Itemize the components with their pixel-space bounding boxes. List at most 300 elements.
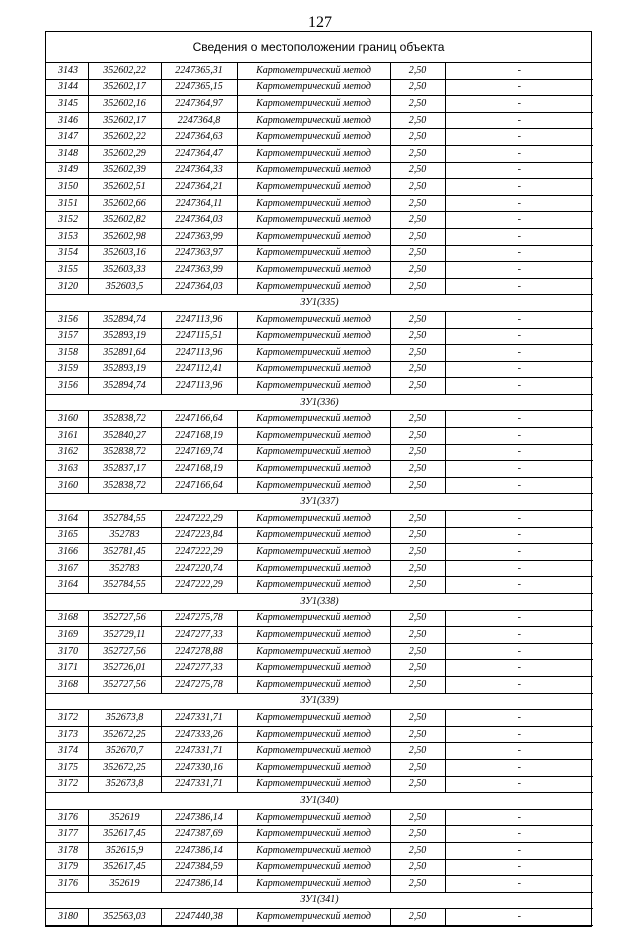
point-number-cell: 3170 [46,643,88,660]
accuracy-cell: 2,50 [390,145,445,162]
method-cell: Картометрический метод [237,776,390,793]
table-row [46,876,593,893]
x-coordinate-cell: 352783 [88,560,161,577]
x-coordinate-cell: 352602,17 [88,79,161,96]
parcel-group-label: ЗУ1(340) [46,793,593,810]
point-number-cell: 3148 [46,145,88,162]
table-row [46,228,593,245]
group-header-row [46,494,593,511]
group-header-row [46,295,593,312]
method-cell: Картометрический метод [237,378,390,395]
x-coordinate-cell: 352602,29 [88,145,161,162]
accuracy-cell: 2,50 [390,743,445,760]
accuracy-cell: 2,50 [390,129,445,146]
note-cell: - [445,660,593,677]
x-coordinate-cell: 352673,8 [88,710,161,727]
y-coordinate-cell: 2247113,96 [161,378,237,395]
note-cell: - [445,776,593,793]
y-coordinate-cell: 2247168,19 [161,428,237,445]
y-coordinate-cell: 2247364,63 [161,129,237,146]
note-cell: - [445,809,593,826]
x-coordinate-cell: 352602,51 [88,179,161,196]
table-row [46,511,593,528]
y-coordinate-cell: 2247386,14 [161,842,237,859]
accuracy-cell: 2,50 [390,610,445,627]
accuracy-cell: 2,50 [390,826,445,843]
point-number-cell: 3172 [46,710,88,727]
coordinates-table [46,63,593,926]
point-number-cell: 3180 [46,909,88,926]
method-cell: Картометрический метод [237,162,390,179]
table-row [46,842,593,859]
table-row [46,809,593,826]
accuracy-cell: 2,50 [390,842,445,859]
table-row [46,129,593,146]
accuracy-cell: 2,50 [390,328,445,345]
point-number-cell: 3166 [46,544,88,561]
note-cell: - [445,179,593,196]
point-number-cell: 3174 [46,743,88,760]
method-cell: Картометрический метод [237,328,390,345]
y-coordinate-cell: 2247222,29 [161,511,237,528]
table-row [46,345,593,362]
y-coordinate-cell: 2247112,41 [161,361,237,378]
method-cell: Картометрический метод [237,610,390,627]
table-row [46,212,593,229]
method-cell: Картометрический метод [237,361,390,378]
point-number-cell: 3158 [46,345,88,362]
y-coordinate-cell: 2247113,96 [161,311,237,328]
parcel-group-label: ЗУ1(339) [46,693,593,710]
point-number-cell: 3171 [46,660,88,677]
point-number-cell: 3160 [46,411,88,428]
table-row [46,544,593,561]
method-cell: Картометрический метод [237,876,390,893]
method-cell: Картометрический метод [237,627,390,644]
method-cell: Картометрический метод [237,461,390,478]
point-number-cell: 3163 [46,461,88,478]
method-cell: Картометрический метод [237,643,390,660]
point-number-cell: 3155 [46,262,88,279]
note-cell: - [445,145,593,162]
point-number-cell: 3146 [46,112,88,129]
accuracy-cell: 2,50 [390,660,445,677]
table-row [46,63,593,79]
note-cell: - [445,311,593,328]
note-cell: - [445,743,593,760]
x-coordinate-cell: 352602,39 [88,162,161,179]
accuracy-cell: 2,50 [390,361,445,378]
method-cell: Картометрический метод [237,759,390,776]
note-cell: - [445,378,593,395]
point-number-cell: 3147 [46,129,88,146]
point-number-cell: 3162 [46,444,88,461]
method-cell: Картометрический метод [237,63,390,79]
point-number-cell: 3152 [46,212,88,229]
point-number-cell: 3176 [46,809,88,826]
x-coordinate-cell: 352603,5 [88,278,161,295]
accuracy-cell: 2,50 [390,776,445,793]
note-cell: - [445,511,593,528]
point-number-cell: 3161 [46,428,88,445]
y-coordinate-cell: 2247220,74 [161,560,237,577]
y-coordinate-cell: 2247275,78 [161,610,237,627]
x-coordinate-cell: 352838,72 [88,477,161,494]
accuracy-cell: 2,50 [390,378,445,395]
note-cell: - [445,195,593,212]
note-cell: - [445,444,593,461]
note-cell: - [445,726,593,743]
table-row [46,859,593,876]
table-row [46,909,593,926]
method-cell: Картометрический метод [237,577,390,594]
note-cell: - [445,63,593,79]
point-number-cell: 3175 [46,759,88,776]
accuracy-cell: 2,50 [390,444,445,461]
y-coordinate-cell: 2247364,11 [161,195,237,212]
x-coordinate-cell: 352783 [88,527,161,544]
point-number-cell: 3179 [46,859,88,876]
accuracy-cell: 2,50 [390,759,445,776]
method-cell: Картометрический метод [237,345,390,362]
method-cell: Картометрический метод [237,859,390,876]
table-row [46,262,593,279]
accuracy-cell: 2,50 [390,212,445,229]
y-coordinate-cell: 2247363,97 [161,245,237,262]
x-coordinate-cell: 352729,11 [88,627,161,644]
table-row [46,776,593,793]
y-coordinate-cell: 2247333,26 [161,726,237,743]
point-number-cell: 3172 [46,776,88,793]
x-coordinate-cell: 352784,55 [88,511,161,528]
x-coordinate-cell: 352619 [88,876,161,893]
point-number-cell: 3164 [46,511,88,528]
table-row [46,112,593,129]
accuracy-cell: 2,50 [390,560,445,577]
note-cell: - [445,79,593,96]
note-cell: - [445,361,593,378]
method-cell: Картометрический метод [237,544,390,561]
method-cell: Картометрический метод [237,477,390,494]
table-row [46,577,593,594]
note-cell: - [445,544,593,561]
y-coordinate-cell: 2247365,15 [161,79,237,96]
x-coordinate-cell: 352617,45 [88,859,161,876]
method-cell: Картометрический метод [237,411,390,428]
x-coordinate-cell: 352615,9 [88,842,161,859]
y-coordinate-cell: 2247386,14 [161,809,237,826]
point-number-cell: 3168 [46,610,88,627]
note-cell: - [445,676,593,693]
group-header-row [46,594,593,611]
note-cell: - [445,560,593,577]
x-coordinate-cell: 352619 [88,809,161,826]
point-number-cell: 3156 [46,311,88,328]
y-coordinate-cell: 2247113,96 [161,345,237,362]
point-number-cell: 3154 [46,245,88,262]
table-row [46,96,593,113]
note-cell: - [445,129,593,146]
y-coordinate-cell: 2247365,31 [161,63,237,79]
accuracy-cell: 2,50 [390,710,445,727]
note-cell: - [445,411,593,428]
method-cell: Картометрический метод [237,726,390,743]
parcel-group-label: ЗУ1(335) [46,295,593,312]
point-number-cell: 3164 [46,577,88,594]
table-row [46,145,593,162]
x-coordinate-cell: 352726,01 [88,660,161,677]
y-coordinate-cell: 2247331,71 [161,743,237,760]
method-cell: Картометрический метод [237,527,390,544]
note-cell: - [445,328,593,345]
table-row [46,610,593,627]
y-coordinate-cell: 2247277,33 [161,660,237,677]
note-cell: - [445,345,593,362]
x-coordinate-cell: 352673,8 [88,776,161,793]
y-coordinate-cell: 2247330,16 [161,759,237,776]
point-number-cell: 3165 [46,527,88,544]
y-coordinate-cell: 2247364,21 [161,179,237,196]
method-cell: Картометрический метод [237,228,390,245]
accuracy-cell: 2,50 [390,63,445,79]
accuracy-cell: 2,50 [390,162,445,179]
method-cell: Картометрический метод [237,145,390,162]
y-coordinate-cell: 2247223,84 [161,527,237,544]
table-row [46,527,593,544]
point-number-cell: 3144 [46,79,88,96]
point-number-cell: 3159 [46,361,88,378]
boundary-sheet [45,31,592,927]
x-coordinate-cell: 352894,74 [88,311,161,328]
note-cell: - [445,710,593,727]
x-coordinate-cell: 352602,66 [88,195,161,212]
y-coordinate-cell: 2247222,29 [161,577,237,594]
note-cell: - [445,909,593,926]
point-number-cell: 3167 [46,560,88,577]
note-cell: - [445,461,593,478]
accuracy-cell: 2,50 [390,428,445,445]
accuracy-cell: 2,50 [390,511,445,528]
accuracy-cell: 2,50 [390,195,445,212]
table-row [46,411,593,428]
x-coordinate-cell: 352602,82 [88,212,161,229]
method-cell: Картометрический метод [237,245,390,262]
x-coordinate-cell: 352894,74 [88,378,161,395]
y-coordinate-cell: 2247387,69 [161,826,237,843]
method-cell: Картометрический метод [237,511,390,528]
table-row [46,477,593,494]
table-row [46,643,593,660]
y-coordinate-cell: 2247277,33 [161,627,237,644]
y-coordinate-cell: 2247364,03 [161,212,237,229]
accuracy-cell: 2,50 [390,726,445,743]
coordinates-table-body [46,63,593,925]
y-coordinate-cell: 2247166,64 [161,411,237,428]
accuracy-cell: 2,50 [390,345,445,362]
point-number-cell: 3149 [46,162,88,179]
group-header-row [46,892,593,909]
point-number-cell: 3177 [46,826,88,843]
y-coordinate-cell: 2247364,47 [161,145,237,162]
y-coordinate-cell: 2247364,33 [161,162,237,179]
table-row [46,311,593,328]
accuracy-cell: 2,50 [390,477,445,494]
accuracy-cell: 2,50 [390,79,445,96]
method-cell: Картометрический метод [237,212,390,229]
method-cell: Картометрический метод [237,179,390,196]
table-row [46,162,593,179]
method-cell: Картометрический метод [237,809,390,826]
note-cell: - [445,627,593,644]
point-number-cell: 3150 [46,179,88,196]
note-cell: - [445,577,593,594]
y-coordinate-cell: 2247440,38 [161,909,237,926]
x-coordinate-cell: 352602,22 [88,63,161,79]
method-cell: Картометрический метод [237,195,390,212]
note-cell: - [445,228,593,245]
y-coordinate-cell: 2247168,19 [161,461,237,478]
accuracy-cell: 2,50 [390,411,445,428]
point-number-cell: 3120 [46,278,88,295]
point-number-cell: 3160 [46,477,88,494]
x-coordinate-cell: 352893,19 [88,328,161,345]
note-cell: - [445,842,593,859]
x-coordinate-cell: 352672,25 [88,759,161,776]
table-row [46,461,593,478]
table-title: Сведения о местоположении границ объекта [46,32,591,63]
table-row [46,627,593,644]
point-number-cell: 3157 [46,328,88,345]
note-cell: - [445,826,593,843]
x-coordinate-cell: 352563,03 [88,909,161,926]
parcel-group-label: ЗУ1(338) [46,594,593,611]
y-coordinate-cell: 2247169,74 [161,444,237,461]
x-coordinate-cell: 352727,56 [88,610,161,627]
accuracy-cell: 2,50 [390,311,445,328]
x-coordinate-cell: 352602,98 [88,228,161,245]
accuracy-cell: 2,50 [390,262,445,279]
y-coordinate-cell: 2247363,99 [161,228,237,245]
method-cell: Картометрический метод [237,79,390,96]
point-number-cell: 3153 [46,228,88,245]
point-number-cell: 3145 [46,96,88,113]
x-coordinate-cell: 352893,19 [88,361,161,378]
point-number-cell: 3156 [46,378,88,395]
x-coordinate-cell: 352602,17 [88,112,161,129]
table-row [46,676,593,693]
page-number: 127 [308,14,332,31]
accuracy-cell: 2,50 [390,228,445,245]
method-cell: Картометрический метод [237,129,390,146]
y-coordinate-cell: 2247386,14 [161,876,237,893]
method-cell: Картометрический метод [237,560,390,577]
note-cell: - [445,759,593,776]
table-row [46,195,593,212]
accuracy-cell: 2,50 [390,179,445,196]
accuracy-cell: 2,50 [390,909,445,926]
y-coordinate-cell: 2247384,59 [161,859,237,876]
table-row [46,79,593,96]
note-cell: - [445,96,593,113]
table-row [46,743,593,760]
group-header-row [46,793,593,810]
note-cell: - [445,162,593,179]
y-coordinate-cell: 2247364,8 [161,112,237,129]
table-row [46,378,593,395]
x-coordinate-cell: 352727,56 [88,643,161,660]
table-row [46,328,593,345]
method-cell: Картометрический метод [237,842,390,859]
y-coordinate-cell: 2247115,51 [161,328,237,345]
accuracy-cell: 2,50 [390,859,445,876]
accuracy-cell: 2,50 [390,643,445,660]
x-coordinate-cell: 352891,64 [88,345,161,362]
y-coordinate-cell: 2247363,99 [161,262,237,279]
accuracy-cell: 2,50 [390,112,445,129]
table-row [46,560,593,577]
x-coordinate-cell: 352781,45 [88,544,161,561]
x-coordinate-cell: 352617,45 [88,826,161,843]
point-number-cell: 3151 [46,195,88,212]
point-number-cell: 3169 [46,627,88,644]
y-coordinate-cell: 2247222,29 [161,544,237,561]
accuracy-cell: 2,50 [390,544,445,561]
x-coordinate-cell: 352838,72 [88,444,161,461]
point-number-cell: 3178 [46,842,88,859]
method-cell: Картометрический метод [237,710,390,727]
x-coordinate-cell: 352602,22 [88,129,161,146]
method-cell: Картометрический метод [237,444,390,461]
note-cell: - [445,278,593,295]
y-coordinate-cell: 2247364,97 [161,96,237,113]
table-row [46,826,593,843]
accuracy-cell: 2,50 [390,278,445,295]
table-row [46,444,593,461]
accuracy-cell: 2,50 [390,245,445,262]
y-coordinate-cell: 2247364,03 [161,278,237,295]
accuracy-cell: 2,50 [390,627,445,644]
x-coordinate-cell: 352838,72 [88,411,161,428]
x-coordinate-cell: 352727,56 [88,676,161,693]
y-coordinate-cell: 2247275,78 [161,676,237,693]
table-row [46,428,593,445]
method-cell: Картометрический метод [237,96,390,113]
note-cell: - [445,428,593,445]
table-row [46,726,593,743]
table-row [46,361,593,378]
accuracy-cell: 2,50 [390,577,445,594]
x-coordinate-cell: 352784,55 [88,577,161,594]
x-coordinate-cell: 352837,17 [88,461,161,478]
method-cell: Картометрический метод [237,660,390,677]
group-header-row [46,394,593,411]
method-cell: Картометрический метод [237,676,390,693]
x-coordinate-cell: 352672,25 [88,726,161,743]
note-cell: - [445,610,593,627]
x-coordinate-cell: 352602,16 [88,96,161,113]
x-coordinate-cell: 352603,16 [88,245,161,262]
table-row [46,179,593,196]
note-cell: - [445,527,593,544]
method-cell: Картометрический метод [237,112,390,129]
table-row [46,278,593,295]
method-cell: Картометрический метод [237,262,390,279]
point-number-cell: 3168 [46,676,88,693]
accuracy-cell: 2,50 [390,809,445,826]
group-header-row [46,693,593,710]
note-cell: - [445,212,593,229]
table-row [46,710,593,727]
